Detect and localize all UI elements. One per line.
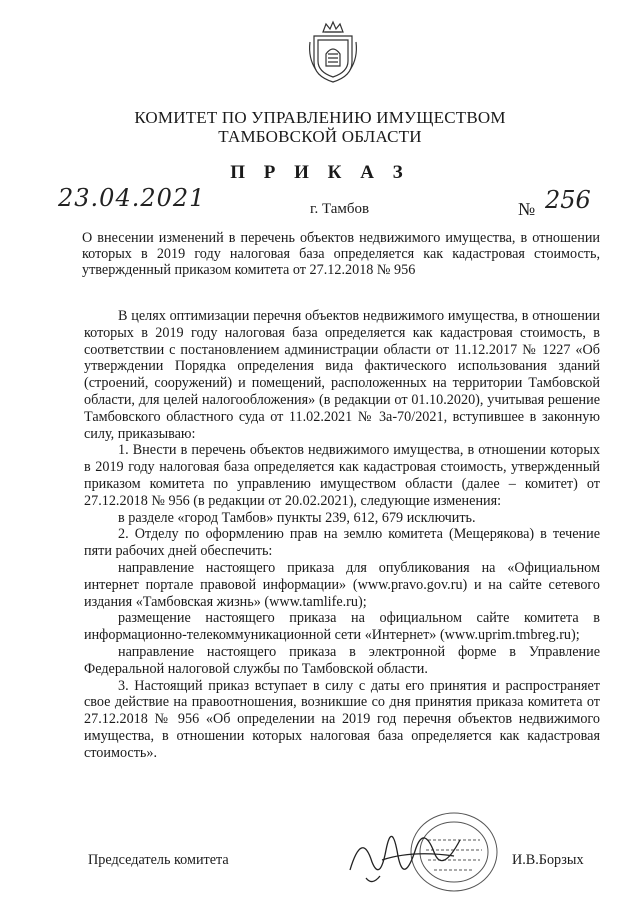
body-paragraph-item2: 2. Отделу по оформлению прав на землю комитета (Мещерякова) в течение пяти рабочих дней обеспечить: xyxy=(84,526,600,560)
body-paragraph-item2-website: размещение настоящего приказа на официальном сайте комитета в информационно-телекоммуникационной сети «Интернет» (www.uprim.tmbreg.ru); xyxy=(84,610,600,644)
body-paragraph-item1-change: в разделе «город Тамбов» пункты 239, 612, 679 исключить. xyxy=(118,509,476,526)
document-subject: О внесении изменений в перечень объектов недвижимого имущества, в отношении которых в 2019 году налоговая база определяется как кадастровая стоимость, утвержденный приказом комитета от 27.12.2018 № 956 xyxy=(82,230,600,278)
body-paragraph-item2-tax-service: направление настоящего приказа в электронной форме в Управление Федеральной налоговой службы по Тамбовской области. xyxy=(84,643,600,677)
handwritten-signature-icon xyxy=(342,790,492,890)
document-date: 23.04.2021 xyxy=(58,184,206,212)
body-paragraph-preamble: В целях оптимизации перечня объектов недвижимого имущества, в отношении которых в 2019 году налоговая база определяется как кадастровая стоимость, в соответствии с постановлением администрации области от 11.12.2017 № 1227 «Об утверждении Порядка определения вида фактического использования зданий (строений, сооружений) и помещений, расположенных на территории Тамбовской области, для целей налогообложения» (в редакции от 01.10.2020), учитывая решение Тамбовского областного суда от 11.02.2021 № 3а-70/2021, вступившее в законную силу, приказываю: xyxy=(84,308,600,442)
document-type-title: П Р И К А З xyxy=(230,162,410,183)
organization-name-line2: ТАМБОВСКОЙ ОБЛАСТИ xyxy=(218,127,422,146)
number-sign: № xyxy=(518,199,536,219)
document-city: г. Тамбов xyxy=(310,201,370,217)
body-paragraph-item2-publication: направление настоящего приказа для опубликования на «Официальном интернет портале правовой информации» (www.pravo.gov.ru) и на сайте сетевого издания «Тамбовская жизнь» (www.tamlife.ru); xyxy=(84,559,600,610)
organization-name-line1: КОМИТЕТ ПО УПРАВЛЕНИЮ ИМУЩЕСТВОМ xyxy=(134,108,506,127)
document-number: 256 xyxy=(545,186,591,214)
document-body xyxy=(84,308,600,762)
body-paragraph-item1: 1. Внести в перечень объектов недвижимого имущества, в отношении которых в 2019 году налоговая база определяется как кадастровая стоимость, утвержденный приказом комитета по управлению имуществом области (далее – комитет) от 27.12.2018 № 956 (в редакции от 20.02.2021), следующие изменения: xyxy=(84,442,600,509)
coat-of-arms-icon xyxy=(306,18,360,86)
signatory-name: И.В.Борзых xyxy=(512,852,584,868)
signatory-title: Председатель комитета xyxy=(88,852,229,868)
body-paragraph-item3: 3. Настоящий приказ вступает в силу с даты его принятия и распространяет свое действие на правоотношения, возникшие со дня принятия приказа комитета от 27.12.2018 № 956 «Об определении на 2019 год перечня объектов недвижимого имущества, в отношении которых налоговая база определяется как кадастровая стоимость». xyxy=(84,677,600,761)
